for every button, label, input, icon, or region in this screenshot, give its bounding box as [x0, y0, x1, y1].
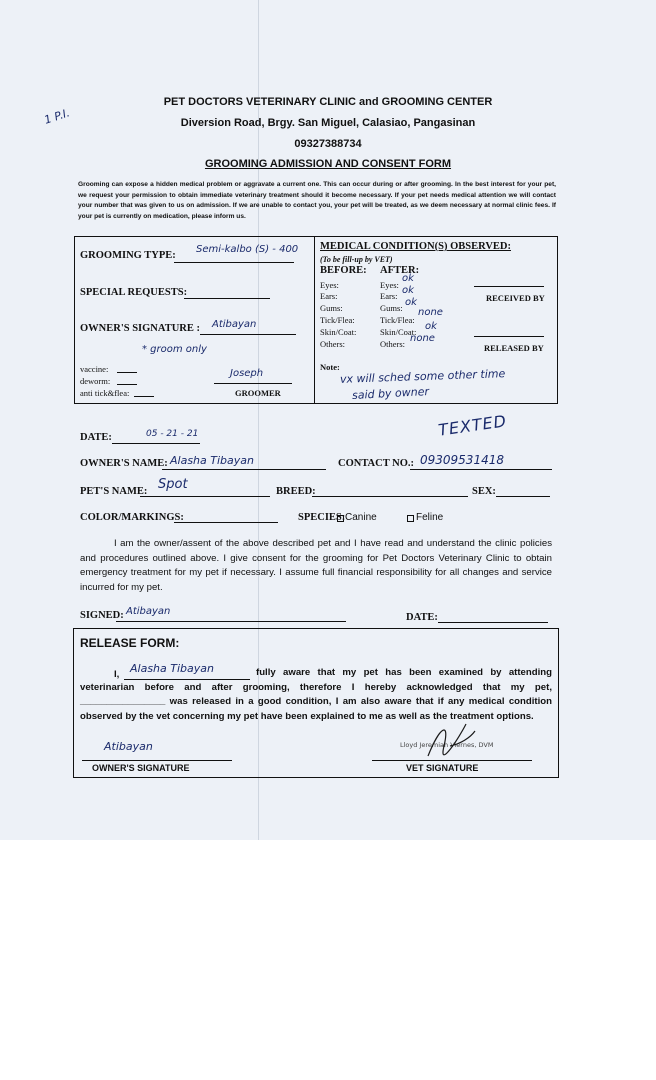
- release-text: fully aware that my pet has been examined by attending veterinarian before and after grooming, therefore I hereby acknowledged that my pet, ________________ was released in a good condition, I am also aware that if any medical condition observed by the vet concerning my pet have been explained to me as well as the treatment options.: [80, 667, 552, 722]
- consent-text: I am the owner/assent of the above described pet and I have read and understand the clinic policies and procedures outlined above. I give consent for the grooming for Pet Doctors Veterinary Clinic to obtain emergency treatment for my pet if necessary. I assume full financial responsibility for all changes and service incurred for my pet.: [80, 538, 552, 593]
- after-ears: Ears:: [380, 291, 398, 301]
- texted-stamp: TEXTED: [437, 411, 509, 440]
- canine-label: Canine: [345, 512, 377, 523]
- pet-name-value[interactable]: Spot: [158, 477, 188, 492]
- owners-signature-value[interactable]: Atibayan: [212, 319, 257, 330]
- deworm-label: deworm:: [80, 376, 111, 386]
- margin-note: 1 P.I.: [42, 106, 72, 127]
- groom-only-note: * groom only: [142, 344, 207, 355]
- after-others: Others:: [380, 339, 406, 349]
- feline-label: Feline: [416, 512, 444, 523]
- note-label: Note:: [320, 362, 340, 372]
- clinic-phone: 09327388734: [294, 138, 362, 150]
- received-by-label: RECEIVED BY: [486, 293, 545, 303]
- medical-title: MEDICAL CONDITION(S) OBSERVED:: [320, 241, 511, 252]
- released-by-label: RELEASED BY: [484, 343, 544, 353]
- pet-name-label: PET'S NAME:: [80, 486, 148, 497]
- date-value[interactable]: 05 - 21 - 21: [146, 429, 199, 439]
- sex-label: SEX:: [472, 486, 496, 497]
- before-skin: Skin/Coat:: [320, 327, 357, 337]
- vaccine-label: vaccine:: [80, 364, 109, 374]
- color-label: COLOR/MARKINGS:: [80, 512, 184, 523]
- release-i: I,: [114, 669, 120, 680]
- after-gums-value[interactable]: ok: [405, 297, 417, 308]
- intro-text: Grooming can expose a hidden medical problem or aggravate a current one. This can occur during or after grooming. In the best interest for your pet, we request your permission to obtain immediate veterinary treatment should it become necessary. If your pet needs medical attention we will contact your number that was given to us on admission. If we are unable to contact you, your pet will be treated, as we deem necessary at normal clinic fees. If your pet is currently on medication, please inform us.: [78, 181, 556, 220]
- after-gums: Gums:: [380, 303, 403, 313]
- clinic-name: PET DOCTORS VETERINARY CLINIC and GROOMING CENTER: [163, 96, 493, 108]
- date-label: DATE:: [80, 432, 112, 443]
- groomer-value[interactable]: Joseph: [230, 368, 264, 379]
- release-owner-signature-value[interactable]: Atibayan: [104, 740, 153, 753]
- form-title: GROOMING ADMISSION AND CONSENT FORM: [204, 158, 452, 170]
- after-eyes-value[interactable]: ok: [402, 273, 414, 284]
- species-label: SPECIES:: [298, 512, 346, 523]
- before-tick: Tick/Flea:: [320, 315, 355, 325]
- antitick-label: anti tick&flea:: [80, 388, 130, 398]
- breed-label: BREED:: [276, 486, 316, 497]
- special-requests-label: SPECIAL REQUESTS:: [80, 287, 188, 298]
- medical-subtitle: (To be fill-up by VET): [320, 255, 393, 264]
- after-eyes: Eyes:: [380, 280, 399, 290]
- canine-checkbox[interactable]: [337, 515, 344, 522]
- signed-value[interactable]: Atibayan: [126, 606, 171, 617]
- before-gums: Gums:: [320, 303, 343, 313]
- note-line-1[interactable]: vx will sched some other time: [339, 367, 506, 386]
- release-owner-value[interactable]: Alasha Tibayan: [130, 662, 214, 675]
- after-tick-value[interactable]: none: [418, 307, 443, 318]
- signed-date-label: DATE:: [406, 612, 438, 623]
- signed-label: SIGNED:: [80, 610, 124, 621]
- after-label: AFTER:: [380, 265, 420, 276]
- after-skin-value[interactable]: ok: [425, 321, 437, 332]
- note-line-2[interactable]: said by owner: [351, 384, 430, 403]
- clinic-address: Diversion Road, Brgy. San Miguel, Calasiao, Pangasinan: [180, 117, 476, 129]
- before-label: BEFORE:: [320, 265, 367, 276]
- before-eyes: Eyes:: [320, 280, 339, 290]
- after-tick: Tick/Flea:: [380, 315, 415, 325]
- release-title: RELEASE FORM:: [80, 636, 180, 650]
- before-others: Others:: [320, 339, 346, 349]
- after-others-value[interactable]: none: [410, 333, 435, 344]
- owner-name-label: OWNER'S NAME:: [80, 458, 168, 469]
- before-ears: Ears:: [320, 291, 338, 301]
- contact-label: CONTACT NO.:: [338, 458, 415, 469]
- feline-checkbox[interactable]: [407, 515, 414, 522]
- contact-value[interactable]: 09309531418: [420, 453, 504, 467]
- owners-signature-label: OWNER'S SIGNATURE :: [80, 323, 200, 334]
- vet-name: Lloyd Jeremiah Viernes, DVM: [400, 741, 494, 749]
- vet-signature-label: VET SIGNATURE: [406, 763, 479, 773]
- after-ears-value[interactable]: ok: [402, 285, 414, 296]
- after-skin: Skin/Coat:: [380, 327, 417, 337]
- groomer-label: GROOMER: [235, 388, 281, 398]
- grooming-type-label: GROOMING TYPE:: [80, 250, 176, 261]
- grooming-type-value[interactable]: Semi-kalbo (S) - 400: [196, 244, 299, 255]
- owner-name-value[interactable]: Alasha Tibayan: [170, 454, 254, 467]
- vet-signature-scribble: [420, 716, 480, 766]
- owner-signature-label: OWNER'S SIGNATURE: [92, 763, 190, 773]
